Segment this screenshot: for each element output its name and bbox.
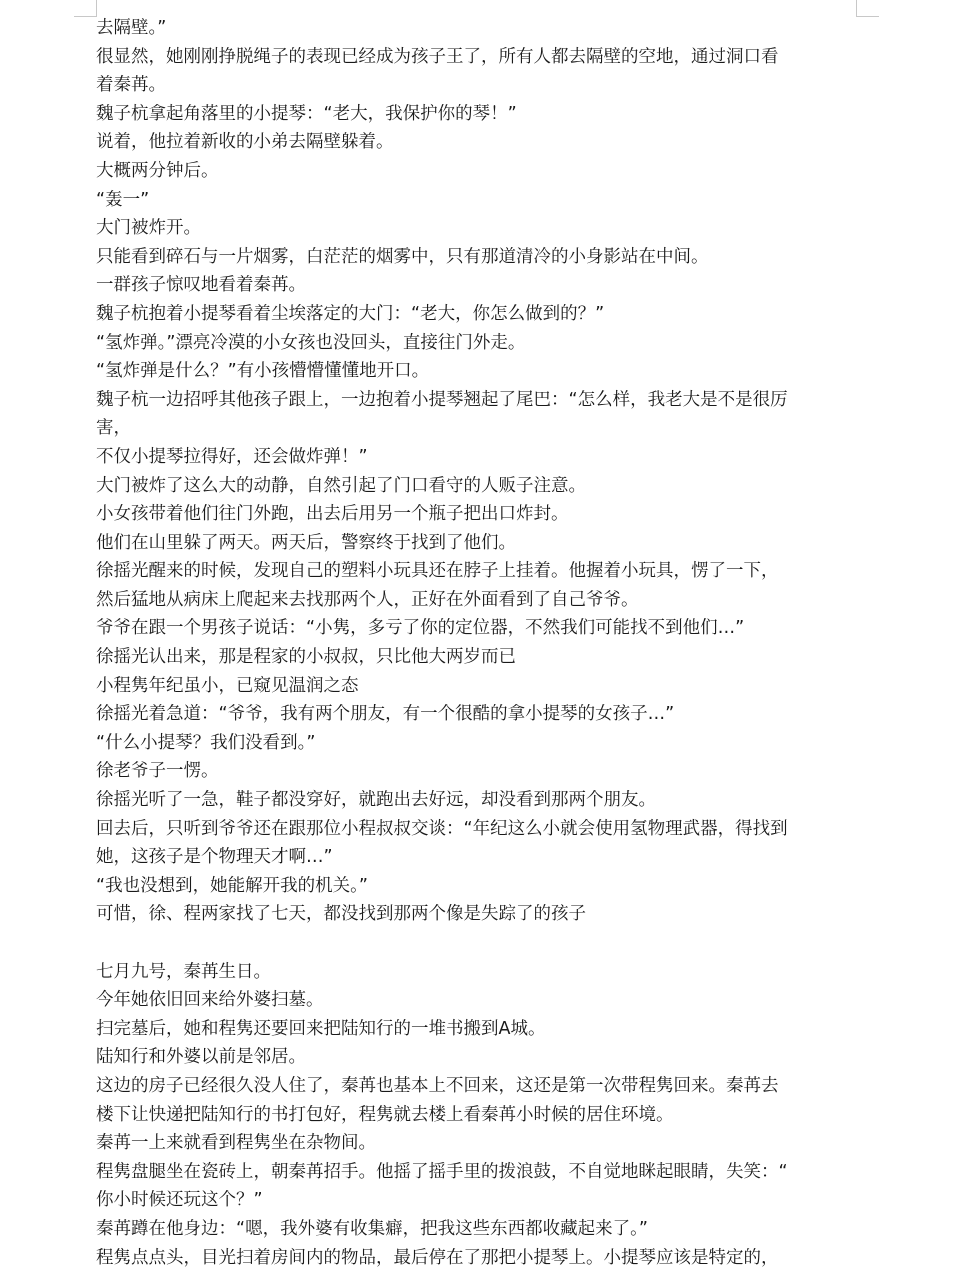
text-line: 魏子杭抱着小提琴看着尘埃落定的大门：“老大，你怎么做到的？”	[96, 303, 605, 324]
text-line: 小女孩带着他们往门外跑，出去后用另一个瓶子把出口炸封。	[96, 504, 569, 525]
text-line: 徐摇光听了一急，鞋子都没穿好，就跑出去好远，却没看到那两个朋友。	[96, 790, 656, 811]
text-line: 很显然，她刚刚挣脱绳子的表现已经成为孩子王了，所有人都去隔壁的空地，通过洞口看	[96, 46, 779, 67]
text-line: 徐摇光醒来的时候，发现自己的塑料小玩具还在脖子上挂着。他握着小玩具，愣了一下，	[96, 561, 779, 582]
text-line: 你小时候还玩这个？”	[96, 1190, 263, 1211]
text-line: 爷爷在跟一个男孩子说话：“小隽，多亏了你的定位器，不然我们可能找不到他们…”	[96, 618, 745, 639]
text-line: 去隔壁。”	[96, 18, 167, 38]
text-line: 秦苒蹲在他身边：“嗯，我外婆有收集癖，把我这些东西都收藏起来了。”	[96, 1218, 648, 1239]
text-line: 然后猛地从病床上爬起来去找那两个人，正好在外面看到了自己爷爷。	[96, 589, 639, 610]
text-line: 今年她依旧回来给外婆扫墓。	[96, 990, 324, 1011]
text-line: 徐摇光着急道：“爷爷，我有两个朋友，有一个很酷的拿小提琴的女孩子…”	[96, 704, 675, 725]
text-line: 她，这孩子是个物理天才啊…”	[96, 847, 333, 868]
text-line: 害，	[96, 418, 131, 439]
text-line: “我也没想到，她能解开我的机关。”	[96, 875, 368, 896]
text-line: “氢炸弹。”漂亮冷漠的小女孩也没回头，直接往门外走。	[96, 332, 526, 353]
text-line: 不仅小提琴拉得好，还会做炸弹！”	[96, 446, 368, 467]
page-corner-mark-left	[74, 0, 97, 17]
text-line: “轰一”	[96, 189, 150, 210]
text-line: 只能看到碎石与一片烟雾，白茫茫的烟雾中，只有那道清冷的小身影站在中间。	[96, 246, 709, 267]
text-line: 扫完墓后，她和程隽还要回来把陆知行的一堆书搬到A城。	[96, 1018, 546, 1039]
text-line: 着秦苒。	[96, 75, 166, 96]
text-line: 大门被炸开。	[96, 218, 201, 239]
text-line: “氢炸弹是什么？”有小孩懵懵懂懂地开口。	[96, 361, 430, 382]
text-line: 这边的房子已经很久没人住了，秦苒也基本上不回来，这还是第一次带程隽回来。秦苒去	[96, 1075, 779, 1096]
text-line: 一群孩子惊叹地看着秦苒。	[96, 275, 306, 296]
text-line: 小程隽年纪虽小，已窥见温润之态	[96, 675, 359, 696]
document-body	[96, 14, 866, 1272]
text-line: 陆知行和外婆以前是邻居。	[96, 1047, 306, 1068]
text-line: 秦苒一上来就看到程隽坐在杂物间。	[96, 1133, 376, 1154]
text-line	[96, 929, 866, 958]
text-line: 徐摇光认出来，那是程家的小叔叔，只比他大两岁而已	[96, 647, 516, 668]
text-line: 七月九号，秦苒生日。	[96, 961, 271, 982]
text-line: 他们在山里躲了两天。两天后，警察终于找到了他们。	[96, 532, 516, 553]
text-line: 魏子杭一边招呼其他孩子跟上，一边抱着小提琴翘起了尾巴：“怎么样，我老大是不是很厉	[96, 389, 788, 410]
text-line: 程隽盘腿坐在瓷砖上，朝秦苒招手。他摇了摇手里的拨浪鼓，不自觉地眯起眼睛，失笑：“	[96, 1161, 788, 1182]
text-line: “什么小提琴？我们没看到。”	[96, 732, 316, 753]
text-line: 楼下让快递把陆知行的书打包好，程隽就去楼上看秦苒小时候的居住环境。	[96, 1104, 674, 1125]
text-line: 大概两分钟后。	[96, 160, 219, 181]
text-line: 说着，他拉着新收的小弟去隔壁躲着。	[96, 132, 394, 153]
text-line: 回去后，只听到爷爷还在跟那位小程叔叔交谈：“年纪这么小就会使用氢物理武器，得找到	[96, 818, 788, 839]
text-line: 可惜，徐、程两家找了七天，都没找到那两个像是失踪了的孩子	[96, 904, 586, 925]
text-line: 程隽点点头，目光扫着房间内的物品，最后停在了那把小提琴上。小提琴应该是特定的，	[96, 1247, 779, 1268]
text-line: 魏子杭拿起角落里的小提琴：“老大，我保护你的琴！”	[96, 103, 517, 124]
text-line: 大门被炸了这么大的动静，自然引起了门口看守的人贩子注意。	[96, 475, 586, 496]
text-line: 徐老爷子一愣。	[96, 761, 219, 782]
